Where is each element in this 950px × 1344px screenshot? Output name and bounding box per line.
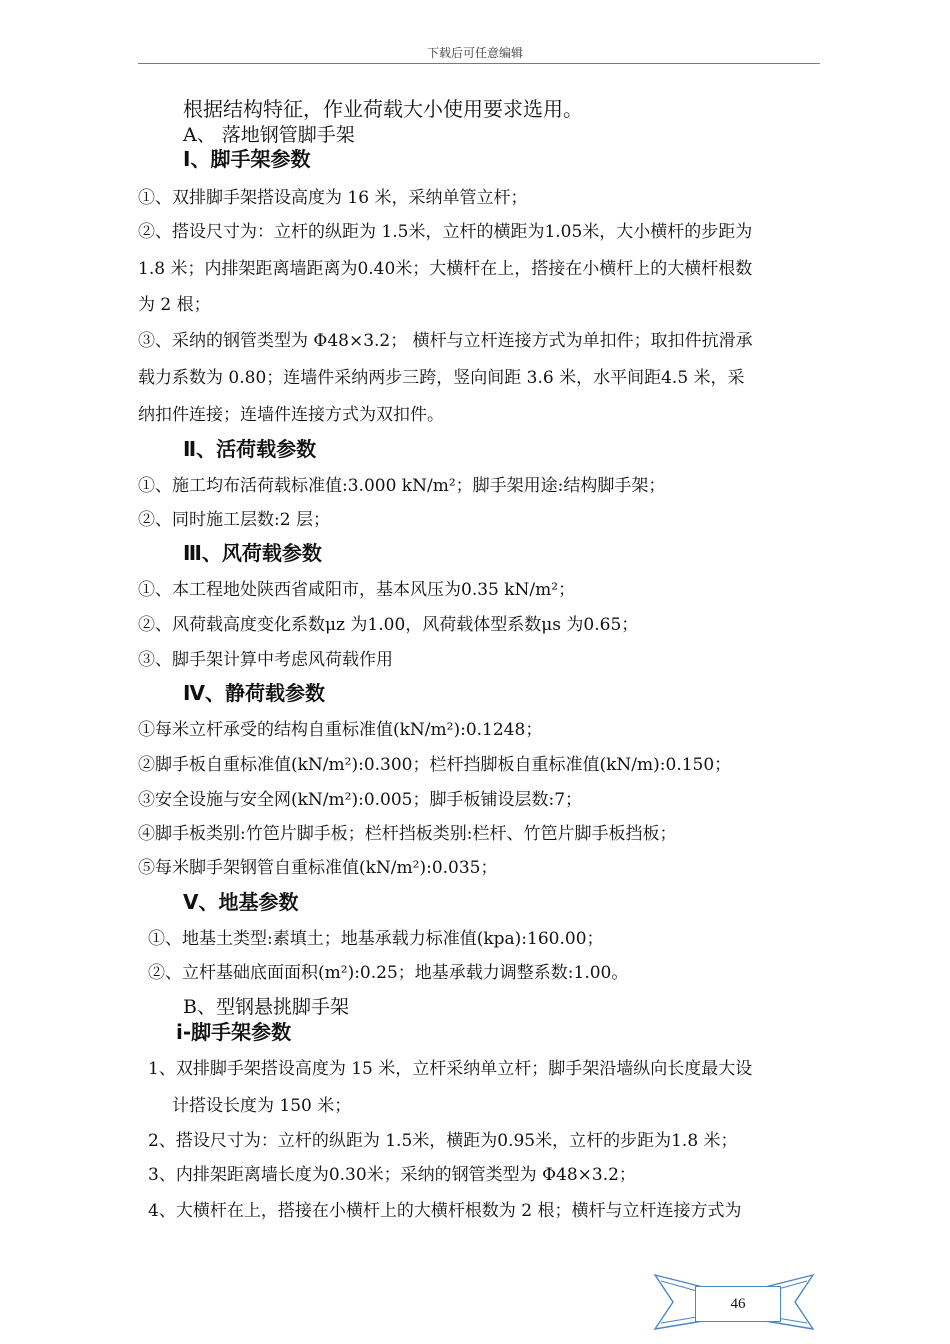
- paragraph-line: ②、同时施工层数:2 层；: [138, 510, 330, 530]
- heading-wind-load-params: Ⅲ、风荷载参数: [183, 541, 322, 565]
- paragraph-line: ③、脚手架计算中考虑风荷载作用: [138, 650, 393, 670]
- paragraph-line: ⑤每米脚手架钢管自重标准值(kN/m²):0.035；: [138, 858, 498, 878]
- paragraph-line: 4、大横杆在上，搭接在小横杆上的大横杆根数为 2 根；横杆与立杆连接方式为: [148, 1201, 742, 1221]
- paragraph-line: ②脚手板自重标准值(kN/m²):0.300；栏杆挡脚板自重标准值(kN/m):0.150；: [138, 755, 732, 775]
- paragraph-line: 纳扣件连接；连墙件连接方式为双扣件。: [138, 405, 444, 425]
- paragraph-line: 1.8 米；内排架距离墙距离为0.40米；大横杆在上，搭接在小横杆上的大横杆根数: [138, 259, 753, 279]
- heading-static-load-params: Ⅳ、静荷载参数: [183, 681, 325, 705]
- paragraph-line: ②、风荷载高度变化系数μz 为1.00，风荷载体型系数μs 为0.65；: [138, 615, 639, 635]
- section-b-title: B、型钢悬挑脚手架: [183, 996, 349, 1018]
- header-rule: [138, 63, 820, 64]
- paragraph-line: 3、内排架距离墙长度为0.30米；采纳的钢管类型为 Φ48×3.2；: [148, 1165, 636, 1185]
- paragraph-line: ①、双排脚手架搭设高度为 16 米，采纳单管立杆；: [138, 188, 528, 208]
- paragraph-line: ③安全设施与安全网(kN/m²):0.005；脚手板铺设层数:7；: [138, 790, 583, 810]
- page-number-box: [695, 1286, 781, 1322]
- heading-cantilever-scaffold-params: i-脚手架参数: [176, 1020, 292, 1044]
- paragraph-line: ①、本工程地处陕西省咸阳市，基本风压为0.35 kN/m²；: [138, 580, 576, 600]
- paragraph-line: ①、地基土类型:素填土；地基承载力标准值(kpa):160.00；: [148, 929, 604, 949]
- paragraph-line: 为 2 根；: [138, 295, 211, 315]
- paragraph-line: 2、搭设尺寸为：立杆的纵距为 1.5米，横距为0.95米，立杆的步距为1.8 米；: [148, 1131, 738, 1151]
- paragraph-line: 1、双排脚手架搭设高度为 15 米，立杆采纳单立杆；脚手架沿墙纵向长度最大设: [148, 1059, 753, 1079]
- page-number: 46: [730, 1296, 746, 1312]
- paragraph-line: ①、施工均布活荷载标准值:3.000 kN/m²；脚手架用途:结构脚手架；: [138, 476, 666, 496]
- paragraph-line: ①每米立杆承受的结构自重标准值(kN/m²):0.1248；: [138, 720, 543, 740]
- paragraph-line: ②、搭设尺寸为：立杆的纵距为 1.5米，立杆的横距为1.05米，大小横杆的步距为: [138, 222, 753, 242]
- paragraph-line: ③、采纳的钢管类型为 Φ48×3.2； 横杆与立杆连接方式为单扣件；取扣件抗滑承: [138, 331, 753, 351]
- heading-scaffold-params: Ⅰ、脚手架参数: [183, 147, 311, 171]
- paragraph-line: ④脚手板类别:竹笆片脚手板；栏杆挡板类别:栏杆、竹笆片脚手板挡板；: [138, 824, 677, 844]
- paragraph-line: 计搭设长度为 150 米；: [172, 1096, 352, 1116]
- paragraph-line: 载力系数为 0.80；连墙件采纳两步三跨，竖向间距 3.6 米，水平间距4.5 米，采: [138, 368, 745, 388]
- intro-text: 根据结构特征，作业荷载大小使用要求选用。: [183, 97, 583, 121]
- heading-live-load-params: Ⅱ、活荷载参数: [183, 437, 317, 461]
- paragraph-line: ②、立杆基础底面面积(m²):0.25；地基承载力调整系数:1.00。: [148, 963, 629, 983]
- page-header: 下载后可任意编辑: [426, 46, 523, 60]
- section-a-title: A、 落地钢管脚手架: [183, 124, 355, 146]
- heading-foundation-params: Ⅴ、地基参数: [183, 890, 299, 914]
